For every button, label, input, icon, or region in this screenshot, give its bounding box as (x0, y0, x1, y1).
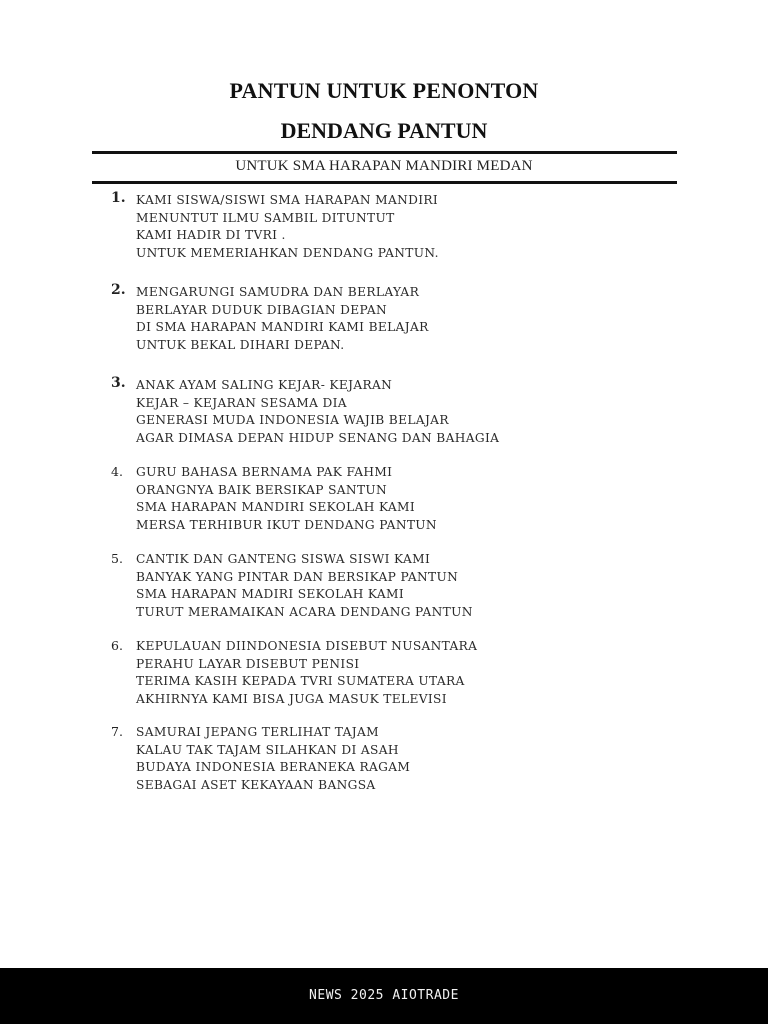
stanza-line: BANYAK YANG PINTAR DAN BERSIKAP PANTUN (136, 569, 459, 584)
stanza-line: TERIMA KASIH KEPADA TVRI SUMATERA UTARA (136, 674, 465, 689)
stanza-line: KALAU TAK TAJAM SILAHKAN DI ASAH (136, 742, 399, 757)
school-subtitle: UNTUK SMA HARAPAN MANDIRI MEDAN (235, 158, 533, 174)
stanza-line: ANAK AYAM SALING KEJAR- KEJARAN (136, 378, 393, 392)
stanza-number: 3. (111, 375, 126, 391)
stanza-line: MENGARUNGI SAMUDRA DAN BERLAYAR (136, 285, 420, 299)
stanza-line: KEPULAUAN DIINDONESIA DISEBUT NUSANTARA (136, 639, 478, 653)
stanza-line: GURU BAHASA BERNAMA PAK FAHMI (136, 465, 393, 479)
stanza-line: AKHIRNYA KAMI BISA JUGA MASUK TELEVISI (136, 691, 447, 706)
stanza-line: BERLAYAR DUDUK DIBAGIAN DEPAN (136, 302, 388, 317)
document-title: PANTUN UNTUK PENONTON (229, 78, 539, 103)
stanza-line: UNTUK BEKAL DIHARI DEPAN. (136, 337, 345, 352)
footer-banner (0, 968, 768, 1024)
stanza-line: AGAR DIMASA DEPAN HIDUP SENANG DAN BAHAGIA (136, 430, 500, 445)
stanza-number: 5. (111, 551, 123, 566)
stanza-line: GENERASI MUDA INDONESIA WAJIB BELAJAR (136, 413, 449, 428)
stanza-line: SAMURAI JEPANG TERLIHAT TAJAM (136, 725, 379, 739)
stanza-line: KAMI HADIR DI TVRI . (136, 228, 286, 243)
document-subtitle: DENDANG PANTUN (280, 118, 488, 143)
stanza-number: 1. (111, 190, 126, 206)
stanza-number: 6. (111, 638, 123, 653)
top-rule-divider (92, 151, 677, 154)
stanza-line: UNTUK MEMERIAHKAN DENDANG PANTUN. (136, 245, 439, 260)
stanza-number: 7. (111, 724, 123, 739)
stanza-number: 4. (111, 464, 123, 479)
stanza-line: CANTIK DAN GANTENG SISWA SISWI KAMI (136, 552, 431, 566)
stanza-line: TURUT MERAMAIKAN ACARA DENDANG PANTUN (136, 604, 473, 619)
stanza-line: DI SMA HARAPAN MANDIRI KAMI BELAJAR (136, 320, 429, 335)
stanza-line: MERSA TERHIBUR IKUT DENDANG PANTUN (136, 517, 437, 532)
stanza-line: ORANGNYA BAIK BERSIKAP SANTUN (136, 482, 388, 497)
stanza-line: PERAHU LAYAR DISEBUT PENISI (136, 656, 360, 671)
stanza-line: BUDAYA INDONESIA BERANEKA RAGAM (136, 760, 411, 775)
stanza-line: KAMI SISWA/SISWI SMA HARAPAN MANDIRI (136, 193, 439, 207)
stanza-line: SMA HARAPAN MADIRI SEKOLAH KAMI (136, 587, 405, 602)
stanza-line: SEBAGAI ASET KEKAYAAN BANGSA (136, 777, 376, 792)
stanza-line: KEJAR – KEJARAN SESAMA DIA (136, 395, 347, 410)
stanza-number: 2. (111, 282, 126, 298)
bottom-rule-divider (92, 181, 677, 184)
stanza-line: MENUNTUT ILMU SAMBIL DITUNTUT (136, 210, 395, 225)
stanza-line: SMA HARAPAN MANDIRI SEKOLAH KAMI (136, 500, 416, 515)
footer-text: NEWS 2025 AIOTRADE (309, 988, 459, 1003)
